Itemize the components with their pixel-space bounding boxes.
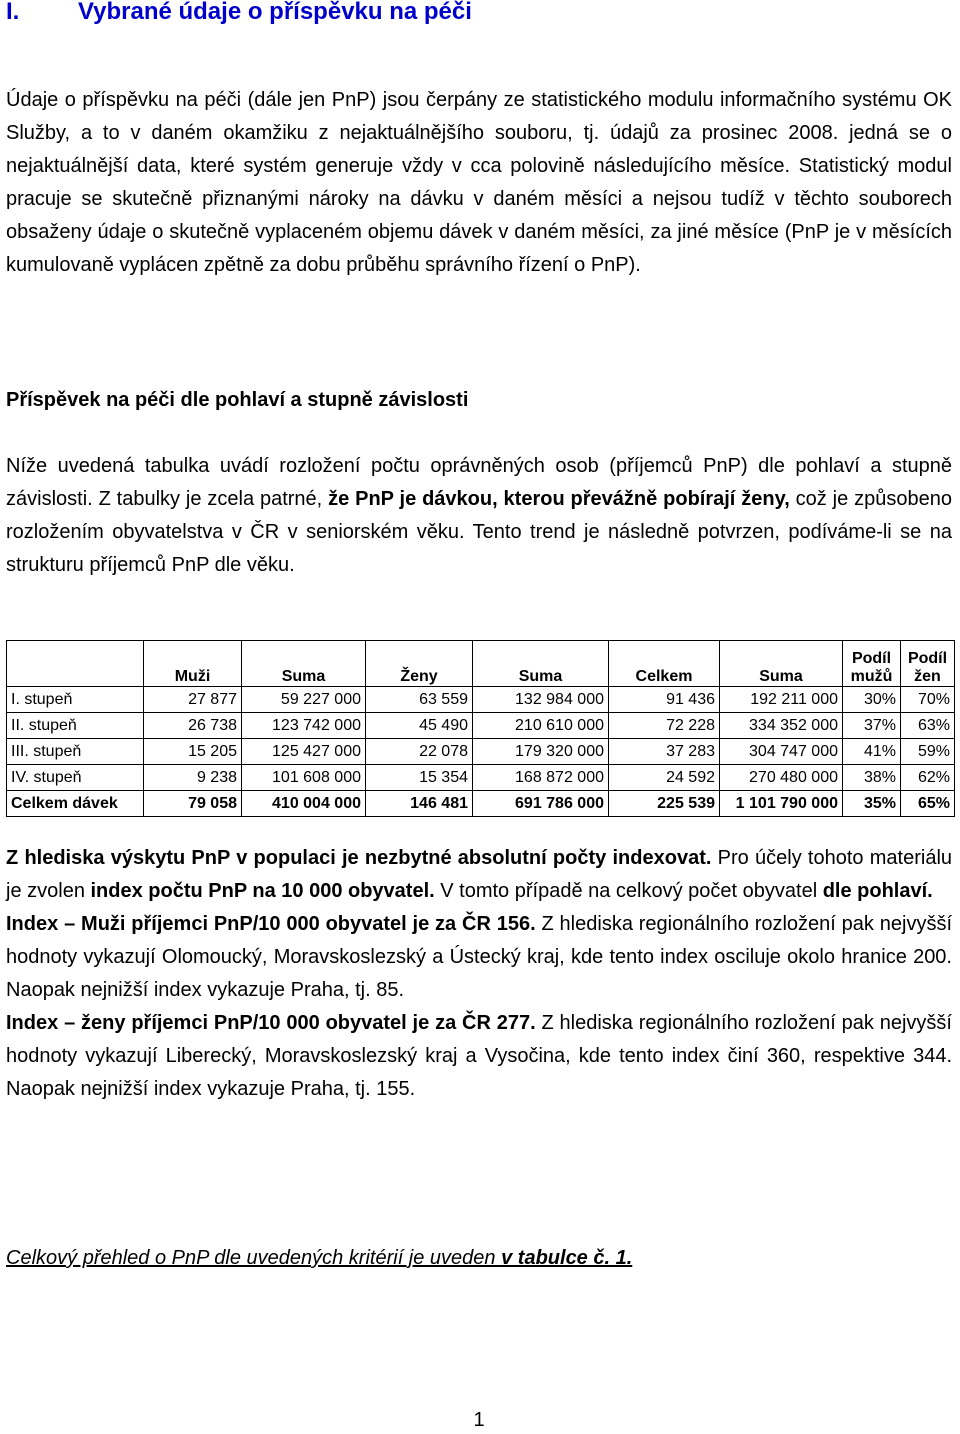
- table-cell: 179 320 000: [473, 739, 609, 765]
- section-text-b: což je způsobeno rozložením obyvatelstva v ČR v seniorském věku. Tento trend je následně potvrzen, podíváme-li se na strukturu příjemců PnP dle věku.: [6, 488, 952, 576]
- index-section: [6, 842, 952, 1106]
- table-cell: 123 742 000: [242, 713, 366, 739]
- section-text-bold: že PnP je dávkou, kterou převážně pobírají ženy,: [328, 488, 790, 510]
- index-women-text: Z hlediska regionálního rozložení pak nejvyšší hodnoty vykazují Liberecký, Moravskoslezský kraj a Vysočina, kde tento index činí 360, respektive 344. Naopak nejnižší index vykazuje Praha, tj. 155.: [6, 1012, 952, 1100]
- table-total-row: [7, 791, 955, 817]
- table-cell: 132 984 000: [473, 687, 609, 713]
- chapter-heading: [6, 0, 952, 28]
- table-header-cell: Podíl mužů: [843, 641, 901, 687]
- table-cell: 15 205: [144, 739, 242, 765]
- table-cell: 101 608 000: [242, 765, 366, 791]
- table-row: [7, 713, 955, 739]
- table-header-cell: [7, 641, 144, 687]
- table-cell: 45 490: [366, 713, 473, 739]
- closing-bold: v tabulce č. 1.: [501, 1247, 633, 1269]
- table-cell: 410 004 000: [242, 791, 366, 817]
- table-cell: 9 238: [144, 765, 242, 791]
- table-row: [7, 687, 955, 713]
- table-cell: I. stupeň: [7, 687, 144, 713]
- table-cell: 26 738: [144, 713, 242, 739]
- chapter-number: I.: [6, 0, 20, 25]
- table-cell: 15 354: [366, 765, 473, 791]
- table-header-cell: Celkem: [609, 641, 720, 687]
- chapter-title: Vybrané údaje o příspěvku na péči: [78, 0, 472, 25]
- table-cell: 168 872 000: [473, 765, 609, 791]
- table-cell: 62%: [901, 765, 955, 791]
- table-cell: 125 427 000: [242, 739, 366, 765]
- table-row: [7, 739, 955, 765]
- table-header-cell: Ženy: [366, 641, 473, 687]
- table-cell: 304 747 000: [720, 739, 843, 765]
- table-cell: 192 211 000: [720, 687, 843, 713]
- table-cell: IV. stupeň: [7, 765, 144, 791]
- index-text: Pro účely tohoto materiálu je zvolen: [6, 847, 953, 902]
- section-text-a: Níže uvedená tabulka uvádí rozložení počtu oprávněných osob (příjemců PnP) dle pohlaví a stupně závislosti. Z tabulky je zcela patrné,: [6, 455, 952, 510]
- index-text-bold: Z hlediska výskytu PnP v populaci je nezbytné absolutní počty indexovat.: [6, 847, 712, 869]
- index-women-bold: Index – ženy příjemci PnP/10 000 obyvatel je za ČR 277.: [6, 1012, 536, 1034]
- table-header-cell: Suma: [473, 641, 609, 687]
- page-number: 1: [473, 1409, 485, 1431]
- index-text: V tomto případě na celkový počet obyvatel: [434, 880, 823, 902]
- table-header-cell: Suma: [720, 641, 843, 687]
- table-cell: III. stupeň: [7, 739, 144, 765]
- table-cell: 30%: [843, 687, 901, 713]
- table-cell: 22 078: [366, 739, 473, 765]
- index-men-bold: Index – Muži příjemci PnP/10 000 obyvatel je za ČR 156.: [6, 913, 536, 935]
- index-paragraph: [6, 842, 952, 908]
- table-cell: 37%: [843, 713, 901, 739]
- index-text-bold: index počtu PnP na 10 000 obyvatel.: [90, 880, 435, 902]
- table-cell: 91 436: [609, 687, 720, 713]
- table-cell: 79 058: [144, 791, 242, 817]
- table-cell: 63 559: [366, 687, 473, 713]
- section-paragraph: [6, 450, 952, 582]
- table-cell: 70%: [901, 687, 955, 713]
- table-cell: 63%: [901, 713, 955, 739]
- table-cell: 41%: [843, 739, 901, 765]
- closing-reference: [6, 1242, 952, 1275]
- table-cell: 59%: [901, 739, 955, 765]
- table-header-cell: Muži: [144, 641, 242, 687]
- index-women-paragraph: [6, 1007, 952, 1106]
- table-cell: 691 786 000: [473, 791, 609, 817]
- table-cell: 72 228: [609, 713, 720, 739]
- pnp-table: [6, 640, 955, 817]
- table-cell: 1 101 790 000: [720, 791, 843, 817]
- table-cell: 37 283: [609, 739, 720, 765]
- table-cell: 334 352 000: [720, 713, 843, 739]
- section-title: Příspěvek na péči dle pohlaví a stupně závislosti: [6, 389, 469, 411]
- table-cell: 24 592: [609, 765, 720, 791]
- index-men-text: Z hlediska regionálního rozložení pak nejvyšší hodnoty vykazují Olomoucký, Moravskoslezský a Ústecký kraj, kde tento index osciluje okolo hranice 200. Naopak nejnižší index vykazuje Praha, tj. 85.: [6, 913, 953, 1001]
- table-row: [7, 765, 955, 791]
- closing-text: Celkový přehled o PnP dle uvedených kritérií je uveden: [6, 1247, 502, 1269]
- table-cell: 225 539: [609, 791, 720, 817]
- table-cell: II. stupeň: [7, 713, 144, 739]
- table-header-row: [7, 641, 955, 687]
- table-cell: 146 481: [366, 791, 473, 817]
- table-cell: 270 480 000: [720, 765, 843, 791]
- table-cell: 35%: [843, 791, 901, 817]
- table-cell: 59 227 000: [242, 687, 366, 713]
- index-text-bold: dle pohlaví.: [822, 880, 933, 902]
- intro-paragraph: Údaje o příspěvku na péči (dále jen PnP) jsou čerpány ze statistického modulu informačního systému OK Služby, a to v daném okamžiku z nejaktuálnějšího souboru, tj. údajů za prosinec 2008. jedná se o nejaktuálnější data, které systém generuje vždy v cca polovině následujícího měsíce. Statistický modul pracuje se skutečně přiznanými nároky na dávku v daném měsíci a nejsou tudíž v těchto souborech obsaženy údaje o skutečně vyplaceném objemu dávek v daném měsíci, za jiné měsíce (PnP je v měsících kumulovaně vyplácen zpětně za dobu průběhu správního řízení o PnP).: [6, 89, 952, 276]
- table-header-cell: Podíl žen: [901, 641, 955, 687]
- index-men-paragraph: [6, 908, 952, 1007]
- table-cell: Celkem dávek: [7, 791, 144, 817]
- table-cell: 27 877: [144, 687, 242, 713]
- table-cell: 38%: [843, 765, 901, 791]
- table-cell: 210 610 000: [473, 713, 609, 739]
- table-header-cell: Suma: [242, 641, 366, 687]
- table-cell: 65%: [901, 791, 955, 817]
